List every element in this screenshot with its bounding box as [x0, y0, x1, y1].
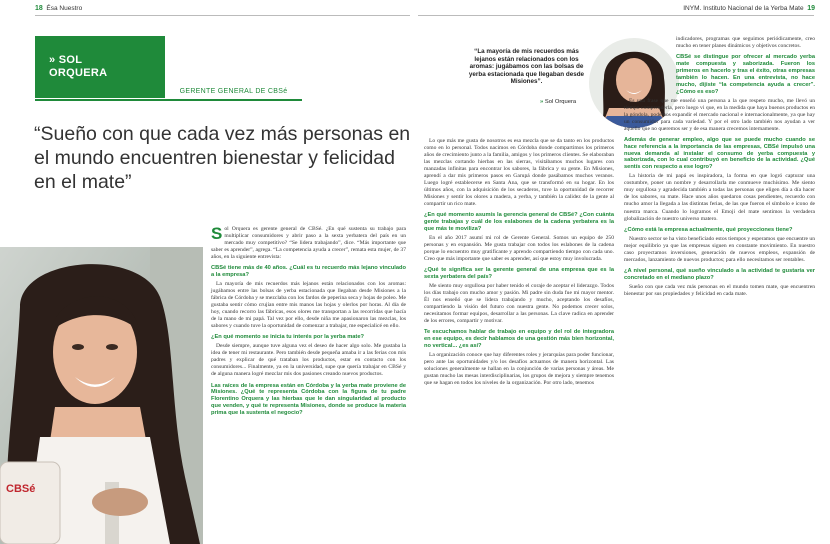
question-1: CBSé tiene más de 40 años. ¿Cuál es tu recuerdo más lejano vinculado a la empresa?	[211, 265, 406, 279]
answer-7: Es una frase que me enseñó una persona a la que respeto mucho, me llevó un tiempo comprenderla, pero luego vi que, en la medida que haya buenos productos en la góndola, podemos expandir el mercado nacional e internacionalmente, ya que hay un consumidor para cada variedad. Y por el otro lado también nos ayudan a ver aquello que no queremos ser y de esa manera crecemos internamente.	[624, 97, 815, 132]
pull-quote-author: » Sol Orquera	[540, 99, 577, 105]
svg-text:CBSé: CBSé	[6, 483, 36, 495]
question-7: CBSé se distingue por ofrecer al mercado yerba mate compuesta y saborizada. Fueron los primeros en hacerlo y tras el éxito, otras empresas también lo hacen. En una entrevista, no hace mucho, dijiste “la competencia ayuda a crecer”. ¿Cómo es eso?	[676, 54, 815, 95]
intro-paragraph: Sol Orquera es gerente general de CBSé. ¿En qué sustenta su trabajo para multiplicar consumidores y abrir paso a la sexta yerbatera del país en un mercado muy competitivo? “Se lidera trabajando”, dice. “Más importante que saber es aprender”, agrega. “La competencia ayuda a crecer”, remata esta mujer, de 37 años, en la siguiente entrevista:	[211, 224, 406, 261]
question-2: ¿En qué momento se inicia tu interés por la yerba mate?	[211, 334, 364, 341]
profile-role: GERENTE GENERAL DE CBSé	[165, 86, 302, 100]
article-column-2	[424, 138, 614, 389]
drop-cap: S	[211, 224, 223, 243]
answer-5: Me siento muy orgullosa por haber tenido el coraje de aceptar el liderazgo. Todos los días trabajo con mucho amor y pasión. Mi padre sin duda fue mi mayor mentor. Él nos enseñó que se lidera trabajando y mucho, aceptando los desafíos, compartiendo la visión del futuro con nuestra gente. No podemos crecer solos, necesitamos formar equipos, desarrollar a las personas. La clave radica en aprender de los errores, compartir y motivar.	[424, 283, 614, 325]
question-5: ¿Qué te significa ser la gerente general de una empresa que es la sexta yerbatera del país?	[424, 267, 614, 281]
answer-6: La organización conoce que hay diferentes roles y jerarquías para poder funcionar, pero ante las oportunidades y/o los desafíos actuamos de manera horizontal. Las soluciones generalmente se hallan en la conjunción de varias personas y áreas. Me gustan mucho las mesas interdisciplinarias, los grupos de mejora y siempre tenemos que se hagan en todos los niveles de la organización. Por otro lado, tenemos	[424, 352, 614, 387]
portrait-illustration	[0, 247, 203, 544]
page-header-right	[683, 5, 815, 12]
question-8: Además de generar empleo, algo que se puede mucho cuando se hace referencia a la importancia de las empresas, CBSé impulsó una nueva demanda al instalar el consumo de yerba compuesta y saborizada, con lo cual contribuyó en beneficio de la actividad. ¿Qué sentís con respecto a ese logro?	[624, 136, 815, 171]
profile-name: » SOL ORQUERA	[49, 54, 108, 79]
chevron-icon: »	[540, 99, 544, 105]
section-name-left: Ésa Nuestro	[46, 5, 83, 12]
header-rule-right	[418, 15, 814, 16]
question-10: ¿A nivel personal, qué sueño vinculado a la actividad te gustaría ver concretado en el mediano plazo?	[624, 267, 815, 281]
answer-4: En el año 2017 asumí mi rol de Gerente General. Somos un equipo de 250 personas y en expansión. Me gusta trabajar con todos los eslabones de la cadena porque lo encuentro muy gratificante y aprendo compartiendo tiempo con cada uno. Creo que más importante que saber es aprender, así que estoy muy involucrada.	[424, 235, 614, 263]
answer-2: Desde siempre, aunque tuve alguna vez el deseo de hacer algo solo. Me gustaba la idea de tener mi restaurante. Pero también desde pequeña amaba ir a las ferias con mis padres y explicar de qué trataban los productos, estar en contacto con los consumidores... Finalmente, ya en la universidad, supe que quería trabajar en CBSé y de alguna manera logré mezclar mis dos pasiones creando nuevos productos.	[211, 343, 406, 378]
question-9: ¿Cómo está la empresa actualmente, qué proyecciones tiene?	[624, 226, 793, 233]
page-number-left: 18 Ésa Nuestro	[35, 5, 83, 12]
page-number-right: 19	[807, 5, 815, 12]
answer-9: Nuestro sector se ha visto beneficiado estos tiempos y esperamos que encuentre un mejor equilibrio ya que las empresas siguen en constante movimiento. En nuestro caso proyectamos inversiones, generación de nuevos empleos, expansión de mercados, lanzamiento de nuevos productos; para ello necesitamos ser rentables.	[624, 235, 815, 263]
role-divider	[35, 99, 302, 101]
section-name-right: INYM. Instituto Nacional de la Yerba Mate	[683, 5, 804, 12]
pull-quote: “La mayoría de mis recuerdos más lejanos están relacionados con los aromas: jugábamos con las bolsas de yerba estacionada que llegaban desde Misiones”.	[468, 48, 585, 85]
headline: “Sueño con que cada vez más personas en el mundo encuentren bienestar y felicidad en el mate”	[34, 123, 411, 193]
chevron-icon: »	[49, 54, 56, 66]
question-4: ¿En qué momento asumís la gerencia general de CBSé? ¿Con cuánta gente trabajas y cuál de los eslabones de la cadena yerbatera es la que más te moviliza?	[424, 212, 614, 233]
header-rule-left	[35, 15, 410, 16]
answer-6-continued: indicadores, programas que seguimos periódicamente, creo mucho en tener planes dinámicos y objetivos concretos.	[676, 36, 815, 50]
question-3: Las raíces de la empresa están en Córdoba y la yerba mate proviene de Misiones. ¿Qué te representa Córdoba con la figura de tu padre Florentino Orquera y las hierbas que le dan singularidad al producto que venden, y qué te representa Misiones, donde se produce la materia prima que la sustenta el negocio?	[211, 382, 406, 417]
answer-1: La mayoría de mis recuerdos más lejanos están relacionados con los aromas: jugábamos entre las bolsas de yerba estacionada que llegaban desde Misiones a la fábrica de Córdoba y se mezclaba con los fardos de peperina seca y hojas de poleo. Me gustaba sentir cómo crujían entre mis manos las hojas y olerlos por horas. Al día de hoy, cuando recorro las fábricas, esos olores me transportan a las recorridas que hacía de la mano de mi papá. Tal vez por ello, desde niña me apasionaron las mezclas, los sabores y cuando tuve la oportunidad de comenzar a trabajar, me especialicé en ello.	[211, 281, 406, 330]
profile-name-box	[35, 36, 165, 98]
article-column-3	[624, 36, 815, 300]
article-column-1	[211, 226, 406, 419]
answer-10: Sueño con que cada vez más personas en el mundo tomen mate, que encuentren bienestar por sus propiedades y felicidad en cada mate.	[624, 283, 815, 297]
question-6: Te escuchamos hablar de trabajo en equipo y del rol de integradora en ese equipo, es decir hablamos de una gestión más bien horizontal, no vertical... ¿es así?	[424, 329, 614, 350]
portrait-photo-left	[0, 247, 203, 544]
answer-8: La historia de mi papá es inspiradora, la forma en que logró capturar una costumbre, poner un nombre y desarrollarla me conmueve muchísimo. Me siento muy orgullosa y agradecida también a todas las personas que eligen día a día hacer de los sabores, su mate. Hace unos años quedaron cosas pendientes, recuerdo con mucho amor la llegada a las distintas ferias, de las que fueron el símbolo e icono de nuestra marca. Cuando lo logramos el Emoji del mate sentimos la verdadera globalización de nuestro universo matero.	[624, 173, 815, 222]
answer-3: Lo que más me gusta de nosotros es esa mezcla que se da tanto en los productos como en lo personal. Todos nacimos en Córdoba donde compartimos los primeros años de crecimiento junto a la familia, amigos y los primeros clientes. Se elaboraban las mezclas cortando hierbas en las sierras, visitábamos muchos lugares con manzadas infinitas para encontrar los sabores, la fábrica y su gente. En Misiones, aprendí a dar mis primeros pasos en Garupá donde pasábamos muchos veranos. Luego logré establecerse en Santa Ana, que se transformó en su hogar. En los últimos años, con la adquisición de los secaderos, tuve la oportunidad de recorrer Misiones y sentir los olores a madera, a yerba, y también la calidez de la gente al compartir un rico mate.	[424, 138, 614, 208]
